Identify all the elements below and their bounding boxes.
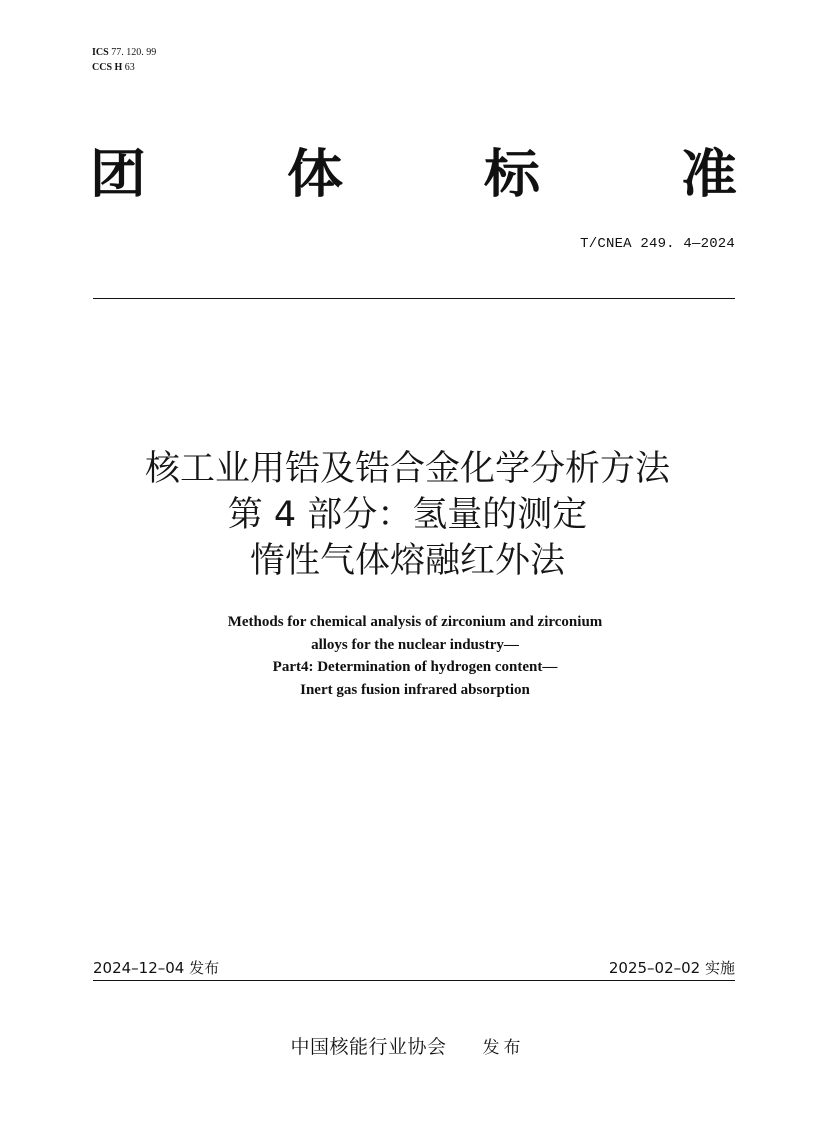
bottom-divider xyxy=(93,980,735,981)
ics-label: ICS xyxy=(92,47,109,58)
standard-type-heading xyxy=(89,140,738,210)
chinese-title-line: 第 4 部分：氢量的测定 xyxy=(227,495,588,535)
chinese-title-line: 惰性气体熔融红外法 xyxy=(249,541,565,581)
english-title-line: alloys for the nuclear industry— xyxy=(311,636,519,653)
ccs-value: 63 xyxy=(124,62,135,73)
english-title xyxy=(0,611,815,701)
ccs-code xyxy=(92,61,135,75)
english-title-line: Part4: Determination of hydrogen content— xyxy=(272,659,558,675)
top-divider xyxy=(93,298,735,299)
ccs-label: CCS H xyxy=(92,62,123,73)
implementation-date: 2025–02–02 实施 xyxy=(608,959,735,977)
chinese-title-line: 核工业用锆及锆合金化学分析方法 xyxy=(144,449,670,489)
ics-code xyxy=(92,46,156,60)
publisher-organization: 中国核能行业协会 xyxy=(290,1036,447,1058)
publisher-action: 发布 xyxy=(482,1038,525,1058)
standard-type-char: 团 xyxy=(89,144,147,205)
standard-type-char: 标 xyxy=(483,144,541,205)
issue-date: 2024–12–04 发布 xyxy=(93,959,220,977)
standard-type-char: 体 xyxy=(286,144,344,205)
publisher xyxy=(0,1032,815,1059)
standard-type-char: 准 xyxy=(680,144,738,205)
standard-number: T/CNEA 249. 4—2024 xyxy=(580,236,735,252)
english-title-line: Methods for chemical analysis of zirconium and zirconium xyxy=(227,614,603,630)
chinese-title xyxy=(0,446,815,584)
ics-value: 77. 120. 99 xyxy=(111,47,157,58)
english-title-line: Inert gas fusion infrared absorption xyxy=(300,681,530,698)
